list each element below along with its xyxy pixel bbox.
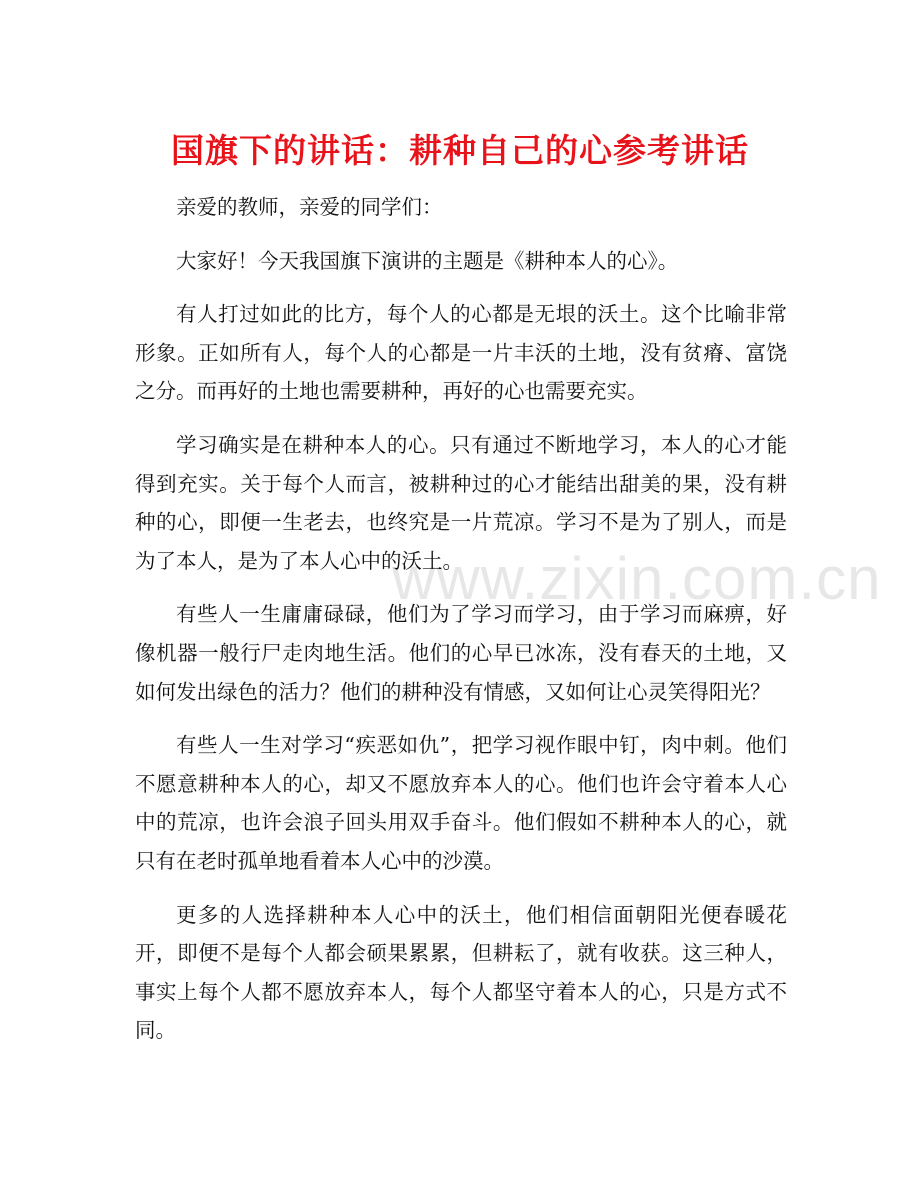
watermark: www.zixin.com.cn bbox=[392, 545, 882, 612]
paragraph-mediocre: 有些人一生庸庸碌碌，他们为了学习而学习，由于学习而麻痹，好像机器一般行尸走肉地生活。他们的心早已冰冻，没有春天的土地，又如何发出绿色的活力？他们的耕种没有情感，又如何让心灵笑得阳光？ bbox=[135, 602, 787, 704]
document-body bbox=[135, 188, 787, 1065]
paragraph-resistant: 有些人一生对学习“疾恶如仇”，把学习视作眼中钉，肉中刺。他们不愿意耕种本人的心，却又不愿放弃本人的心。他们也许会守着本人心中的荒凉，也许会浪子回头用双手奋斗。他们假如不耕种本人的心，就只有在老时孤单地看着本人心中的沙漠。 bbox=[135, 733, 787, 873]
paragraph-greeting: 亲爱的教师，亲爱的同学们： bbox=[176, 195, 443, 219]
paragraph-opening: 大家好！今天我国旗下演讲的主题是《耕种本人的心》。 bbox=[176, 248, 679, 273]
paragraph-learning: 学习确实是在耕种本人的心。只有通过不断地学习，本人的心才能得到充实。关于每个人而言，被耕种过的心才能结出甜美的果，没有耕种的心，即便一生老去，也终究是一片荒凉。学习不是为了别人，而是为了本人，是为了本人心中的沃土。 bbox=[135, 432, 787, 573]
paragraph-metaphor: 有人打过如此的比方，每个人的心都是无垠的沃土。这个比喻非常形象。正如所有人，每个人的心都是一片丰沃的土地，没有贫瘠、富饶之分。而再好的土地也需要耕种，再好的心也需要充实。 bbox=[135, 302, 787, 404]
paragraph-cultivators: 更多的人选择耕种本人心中的沃土，他们相信面朝阳光便春暖花开，即便不是每个人都会硕果累累，但耕耘了，就有收获。这三种人，事实上每个人都不愿放弃本人，每个人都坚守着本人的心，只是方式不同。 bbox=[135, 902, 787, 1043]
document-title: 国旗下的讲话：耕种自己的心参考讲话 bbox=[171, 131, 749, 170]
